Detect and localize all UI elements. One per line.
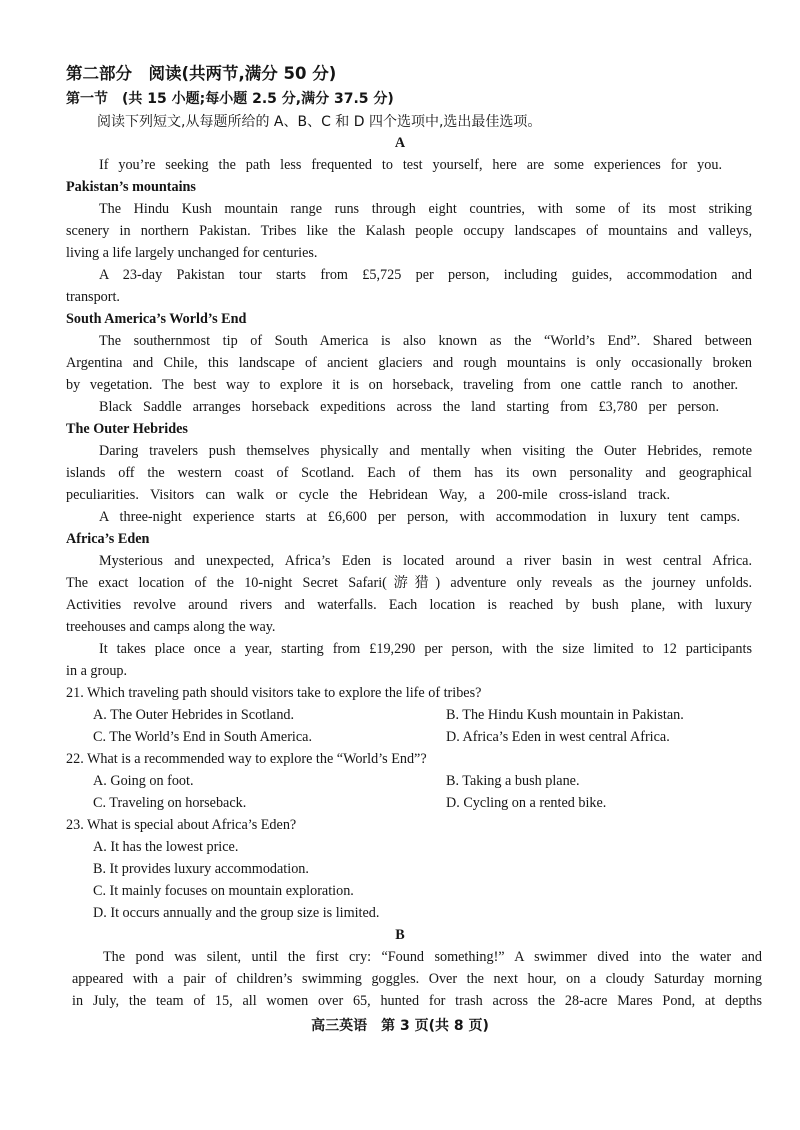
section-heading: South America’s World’s End: [66, 311, 247, 327]
paragraph-line: A three-night experience starts at £6,600 per person, with accommodation in luxury tent camps.: [99, 509, 740, 525]
question-option: A. Going on foot.: [93, 773, 194, 789]
question-option: C. The World’s End in South America.: [93, 729, 313, 745]
section-title: 第一节 (共 15 小题;每小题 2.5 分,满分 37.5 分): [66, 91, 394, 107]
part-title: 第二部分 阅读(共两节,满分 50 分): [66, 64, 337, 83]
question-option: C. Traveling on horseback.: [93, 795, 247, 811]
paragraph-line: treehouses and camps along the way.: [66, 619, 276, 635]
section-heading: The Outer Hebrides: [66, 421, 188, 437]
paragraph-line: in July, the team of 15, all women over 65, hunted for trash across the 28-acre Mares Pond, at depths: [72, 993, 762, 1009]
paragraph-line: Black Saddle arranges horseback expeditions across the land starting from £3,780 per person.: [99, 399, 719, 415]
question-option: A. The Outer Hebrides in Scotland.: [93, 707, 295, 723]
question-option: B. Taking a bush plane.: [446, 773, 580, 789]
paragraph-line: peculiarities. Visitors can walk or cycle the Hebridean Way, a 200-mile cross-island track.: [66, 487, 670, 503]
paragraph-line: The southernmost tip of South America is also known as the “World’s End”. Shared between: [99, 333, 752, 349]
paragraph-line: in a group.: [66, 663, 128, 679]
paragraph-line: Argentina and Chile, this landscape of ancient glaciers and rough mountains is only occasionally broken: [66, 355, 752, 371]
question-22-stem: 22. What is a recommended way to explore the “World’s End”?: [66, 751, 427, 767]
paragraph-line: scenery in northern Pakistan. Tribes like the Kalash people occupy landscapes of mountains and valleys,: [66, 223, 752, 239]
page-footer: 高三英语 第 3 页(共 8 页): [311, 1018, 489, 1034]
passage-letter-b: B: [395, 927, 405, 943]
paragraph-line: Activities revolve around rivers and waterfalls. Each location is reached by bush plane, with luxury: [66, 597, 752, 613]
paragraph-line: transport.: [66, 289, 120, 305]
passage-letter-a: A: [394, 135, 406, 151]
paragraph-line: Mysterious and unexpected, Africa’s Eden is located around a river basin in west central Africa.: [99, 553, 752, 569]
section-heading: Africa’s Eden: [66, 531, 150, 547]
paragraph-line: Daring travelers push themselves physically and mentally when visiting the Outer Hebrides, remote: [99, 443, 752, 459]
paragraph-line: It takes place once a year, starting from £19,290 per person, with the size limited to 12 participants: [99, 641, 752, 657]
question-option: B. The Hindu Kush mountain in Pakistan.: [446, 707, 684, 723]
question-23-stem: 23. What is special about Africa’s Eden?: [66, 817, 297, 833]
question-option: D. It occurs annually and the group size is limited.: [93, 905, 380, 921]
passage-a-intro: If you’re seeking the path less frequented to test yourself, here are some experiences for you.: [99, 157, 722, 173]
paragraph-line: living a life largely unchanged for centuries.: [66, 245, 318, 261]
question-option: C. It mainly focuses on mountain exploration.: [93, 883, 354, 899]
question-option: B. It provides luxury accommodation.: [93, 861, 309, 877]
question-option: D. Cycling on a rented bike.: [446, 795, 607, 811]
paragraph-line: The exact location of the 10-night Secret Safari(游猎) adventure only reveals as the journey unfolds.: [66, 575, 752, 591]
paragraph-line: islands off the western coast of Scotland. Each of them has its own personality and geographical: [66, 465, 752, 481]
paragraph-line: A 23-day Pakistan tour starts from £5,725 per person, including guides, accommodation and: [99, 267, 752, 283]
question-option: A. It has the lowest price.: [93, 839, 239, 855]
paragraph-line: by vegetation. The best way to explore it is on horseback, traveling from one cattle ranch to another.: [66, 377, 738, 393]
question-21-stem: 21. Which traveling path should visitors take to explore the life of tribes?: [66, 685, 482, 701]
question-option: D. Africa’s Eden in west central Africa.: [446, 729, 670, 745]
paragraph-line: The pond was silent, until the first cry: “Found something!” A swimmer dived into the water and: [103, 949, 762, 965]
instruction-text: 阅读下列短文,从每题所给的 A、B、C 和 D 四个选项中,选出最佳选项。: [97, 114, 542, 130]
paragraph-line: The Hindu Kush mountain range runs through eight countries, with some of its most striking: [99, 201, 752, 217]
paragraph-line: appeared with a pair of children’s swimming goggles. Over the next hour, on a cloudy Saturday morning: [72, 971, 762, 987]
section-heading: Pakistan’s mountains: [66, 179, 196, 195]
